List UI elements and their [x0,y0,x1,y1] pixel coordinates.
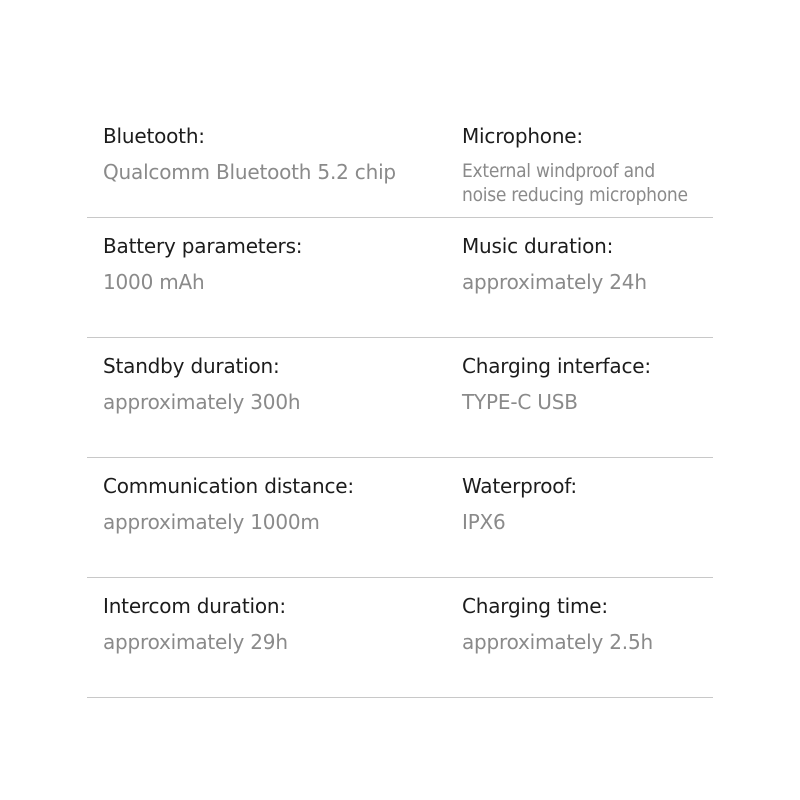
spec-value: approximately 29h [103,630,288,654]
spec-item-bluetooth [103,123,443,185]
spec-row [87,578,713,698]
spec-item-communication-distance [103,473,443,535]
spec-value: approximately 1000m [103,510,320,534]
spec-label: Waterproof: [462,474,577,498]
spec-table [87,110,713,698]
spec-value-line: noise reducing microphone [462,184,688,206]
spec-item-battery-parameters [103,233,443,295]
spec-label: Music duration: [462,234,614,258]
spec-value: approximately 24h [462,270,647,294]
spec-label: Standby duration: [103,354,280,378]
spec-item-standby-duration [103,353,443,415]
spec-label: Communication distance: [103,474,354,498]
spec-item-intercom-duration [103,593,443,655]
spec-item-microphone [462,123,722,207]
spec-value: TYPE-C USB [462,390,578,414]
spec-label: Bluetooth: [103,124,205,148]
spec-item-charging-time [462,593,722,655]
spec-value [462,159,696,207]
spec-value-line: External windproof and [462,160,655,182]
spec-item-waterproof [462,473,722,535]
spec-value: Qualcomm Bluetooth 5.2 chip [103,160,396,184]
spec-value: 1000 mAh [103,270,205,294]
spec-label: Intercom duration: [103,594,286,618]
spec-row [87,110,713,218]
spec-row [87,338,713,458]
spec-row [87,218,713,338]
spec-label: Charging time: [462,594,608,618]
spec-item-music-duration [462,233,722,295]
spec-label: Charging interface: [462,354,651,378]
spec-item-charging-interface [462,353,722,415]
spec-value: IPX6 [462,510,506,534]
spec-row [87,458,713,578]
spec-value: approximately 300h [103,390,301,414]
spec-value: approximately 2.5h [462,630,653,654]
spec-label: Microphone: [462,124,583,148]
spec-label: Battery parameters: [103,234,303,258]
